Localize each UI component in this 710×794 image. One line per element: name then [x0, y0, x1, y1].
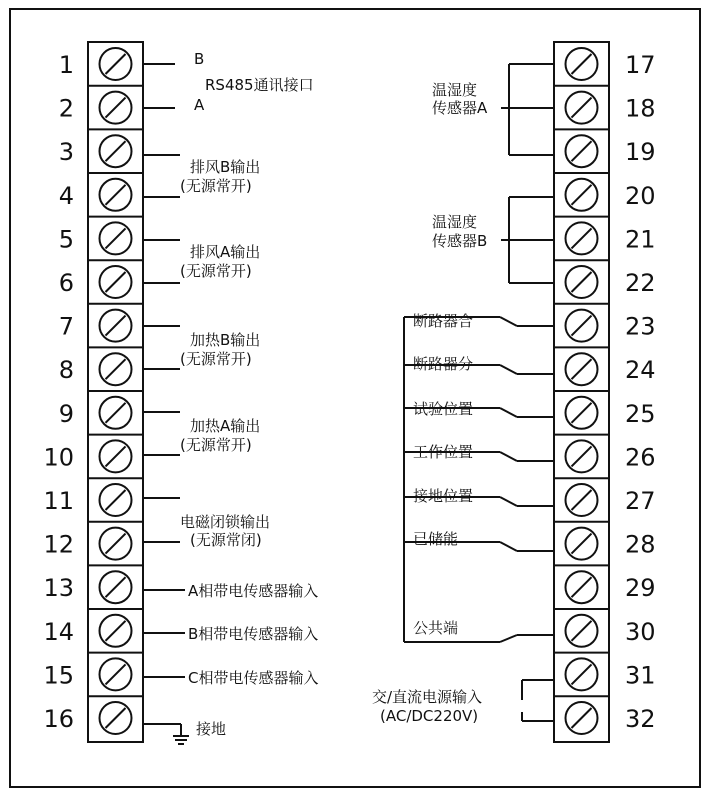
terminal-screw [566, 702, 598, 734]
terminal-number: 9 [58, 399, 74, 428]
terminal-screws [89, 48, 609, 734]
terminal-number: 22 [625, 269, 656, 297]
heat-b-subtitle: (无源常开) [180, 350, 252, 368]
th-sensor-b-line2: 传感器B [432, 232, 488, 250]
ground-icon [173, 736, 189, 744]
exhaust-a-title: 排风A输出 [190, 243, 261, 261]
left-wiring [143, 64, 185, 736]
exhaust-b-title: 排风B输出 [190, 158, 261, 176]
common-terminal-label: 公共端 [413, 619, 459, 637]
terminal-number: 28 [625, 530, 656, 559]
terminal-number: 12 [43, 530, 74, 559]
lock-subtitle: (无源常闭) [190, 531, 262, 549]
sensor-c-phase-label: C相带电传感器输入 [188, 669, 319, 687]
work-position-label: 工作位置 [413, 443, 474, 461]
rs485-title: RS485通讯接口 [205, 76, 314, 94]
th-sensor-a-line2: 传感器A [432, 99, 488, 117]
terminal-number: 18 [625, 94, 656, 123]
terminal-number: 24 [625, 356, 656, 385]
lock-title: 电磁闭锁输出 [180, 513, 271, 531]
terminal-number: 27 [625, 487, 656, 515]
heat-b-title: 加热B输出 [190, 331, 261, 349]
test-position-label: 试验位置 [413, 400, 474, 418]
terminal-number: 32 [625, 705, 656, 733]
terminal-number: 20 [625, 181, 656, 210]
th-sensor-a-line1: 温湿度 [432, 81, 478, 99]
terminal-number: 31 [625, 661, 656, 690]
right-switch-wiring [404, 317, 554, 721]
terminal-screw [100, 702, 132, 734]
terminal-number: 7 [58, 312, 74, 341]
stored-energy-label: 已储能 [413, 530, 459, 548]
terminal-number: 4 [58, 181, 74, 210]
terminal-number: 11 [43, 487, 74, 515]
terminal-number: 3 [58, 138, 74, 167]
terminal-number: 30 [625, 617, 656, 646]
terminal-number: 13 [43, 574, 74, 603]
terminal-number: 1 [58, 51, 74, 79]
breaker-open-label: 断路器分 [413, 355, 474, 373]
terminal-number: 16 [43, 705, 74, 733]
exhaust-b-subtitle: (无源常开) [180, 177, 252, 195]
terminal-number: 6 [58, 269, 74, 297]
power-input-title: 交/直流电源输入 [372, 688, 483, 706]
exhaust-a-subtitle: (无源常开) [180, 262, 252, 280]
breaker-close-label: 断路器合 [413, 312, 474, 330]
heat-a-subtitle: (无源常开) [180, 436, 252, 454]
terminal-number: 26 [625, 443, 656, 472]
terminal-number: 15 [43, 661, 74, 690]
right-sensor-wiring [501, 64, 554, 283]
terminal-number: 5 [58, 225, 74, 254]
terminal-number: 21 [625, 225, 656, 254]
terminal-number: 25 [625, 399, 656, 428]
power-input-subtitle: (AC/DC220V) [380, 707, 479, 725]
terminal-number: 2 [58, 94, 74, 123]
sensor-b-phase-label: B相带电传感器输入 [188, 625, 319, 643]
rs485-a-label: A [194, 96, 205, 114]
ground-label: 接地 [196, 720, 227, 738]
rs485-b-label: B [194, 50, 205, 68]
terminal-number: 17 [625, 51, 656, 79]
terminal-number: 19 [625, 138, 656, 167]
terminal-number: 10 [43, 443, 74, 472]
terminal-number: 8 [58, 356, 74, 385]
sensor-a-phase-label: A相带电传感器输入 [188, 582, 319, 600]
terminal-number: 23 [625, 312, 656, 341]
th-sensor-b-line1: 温湿度 [432, 213, 478, 231]
terminal-number: 29 [625, 574, 656, 603]
terminal-number: 14 [43, 617, 74, 646]
earth-position-label: 接地位置 [413, 487, 474, 505]
heat-a-title: 加热A输出 [190, 417, 261, 435]
